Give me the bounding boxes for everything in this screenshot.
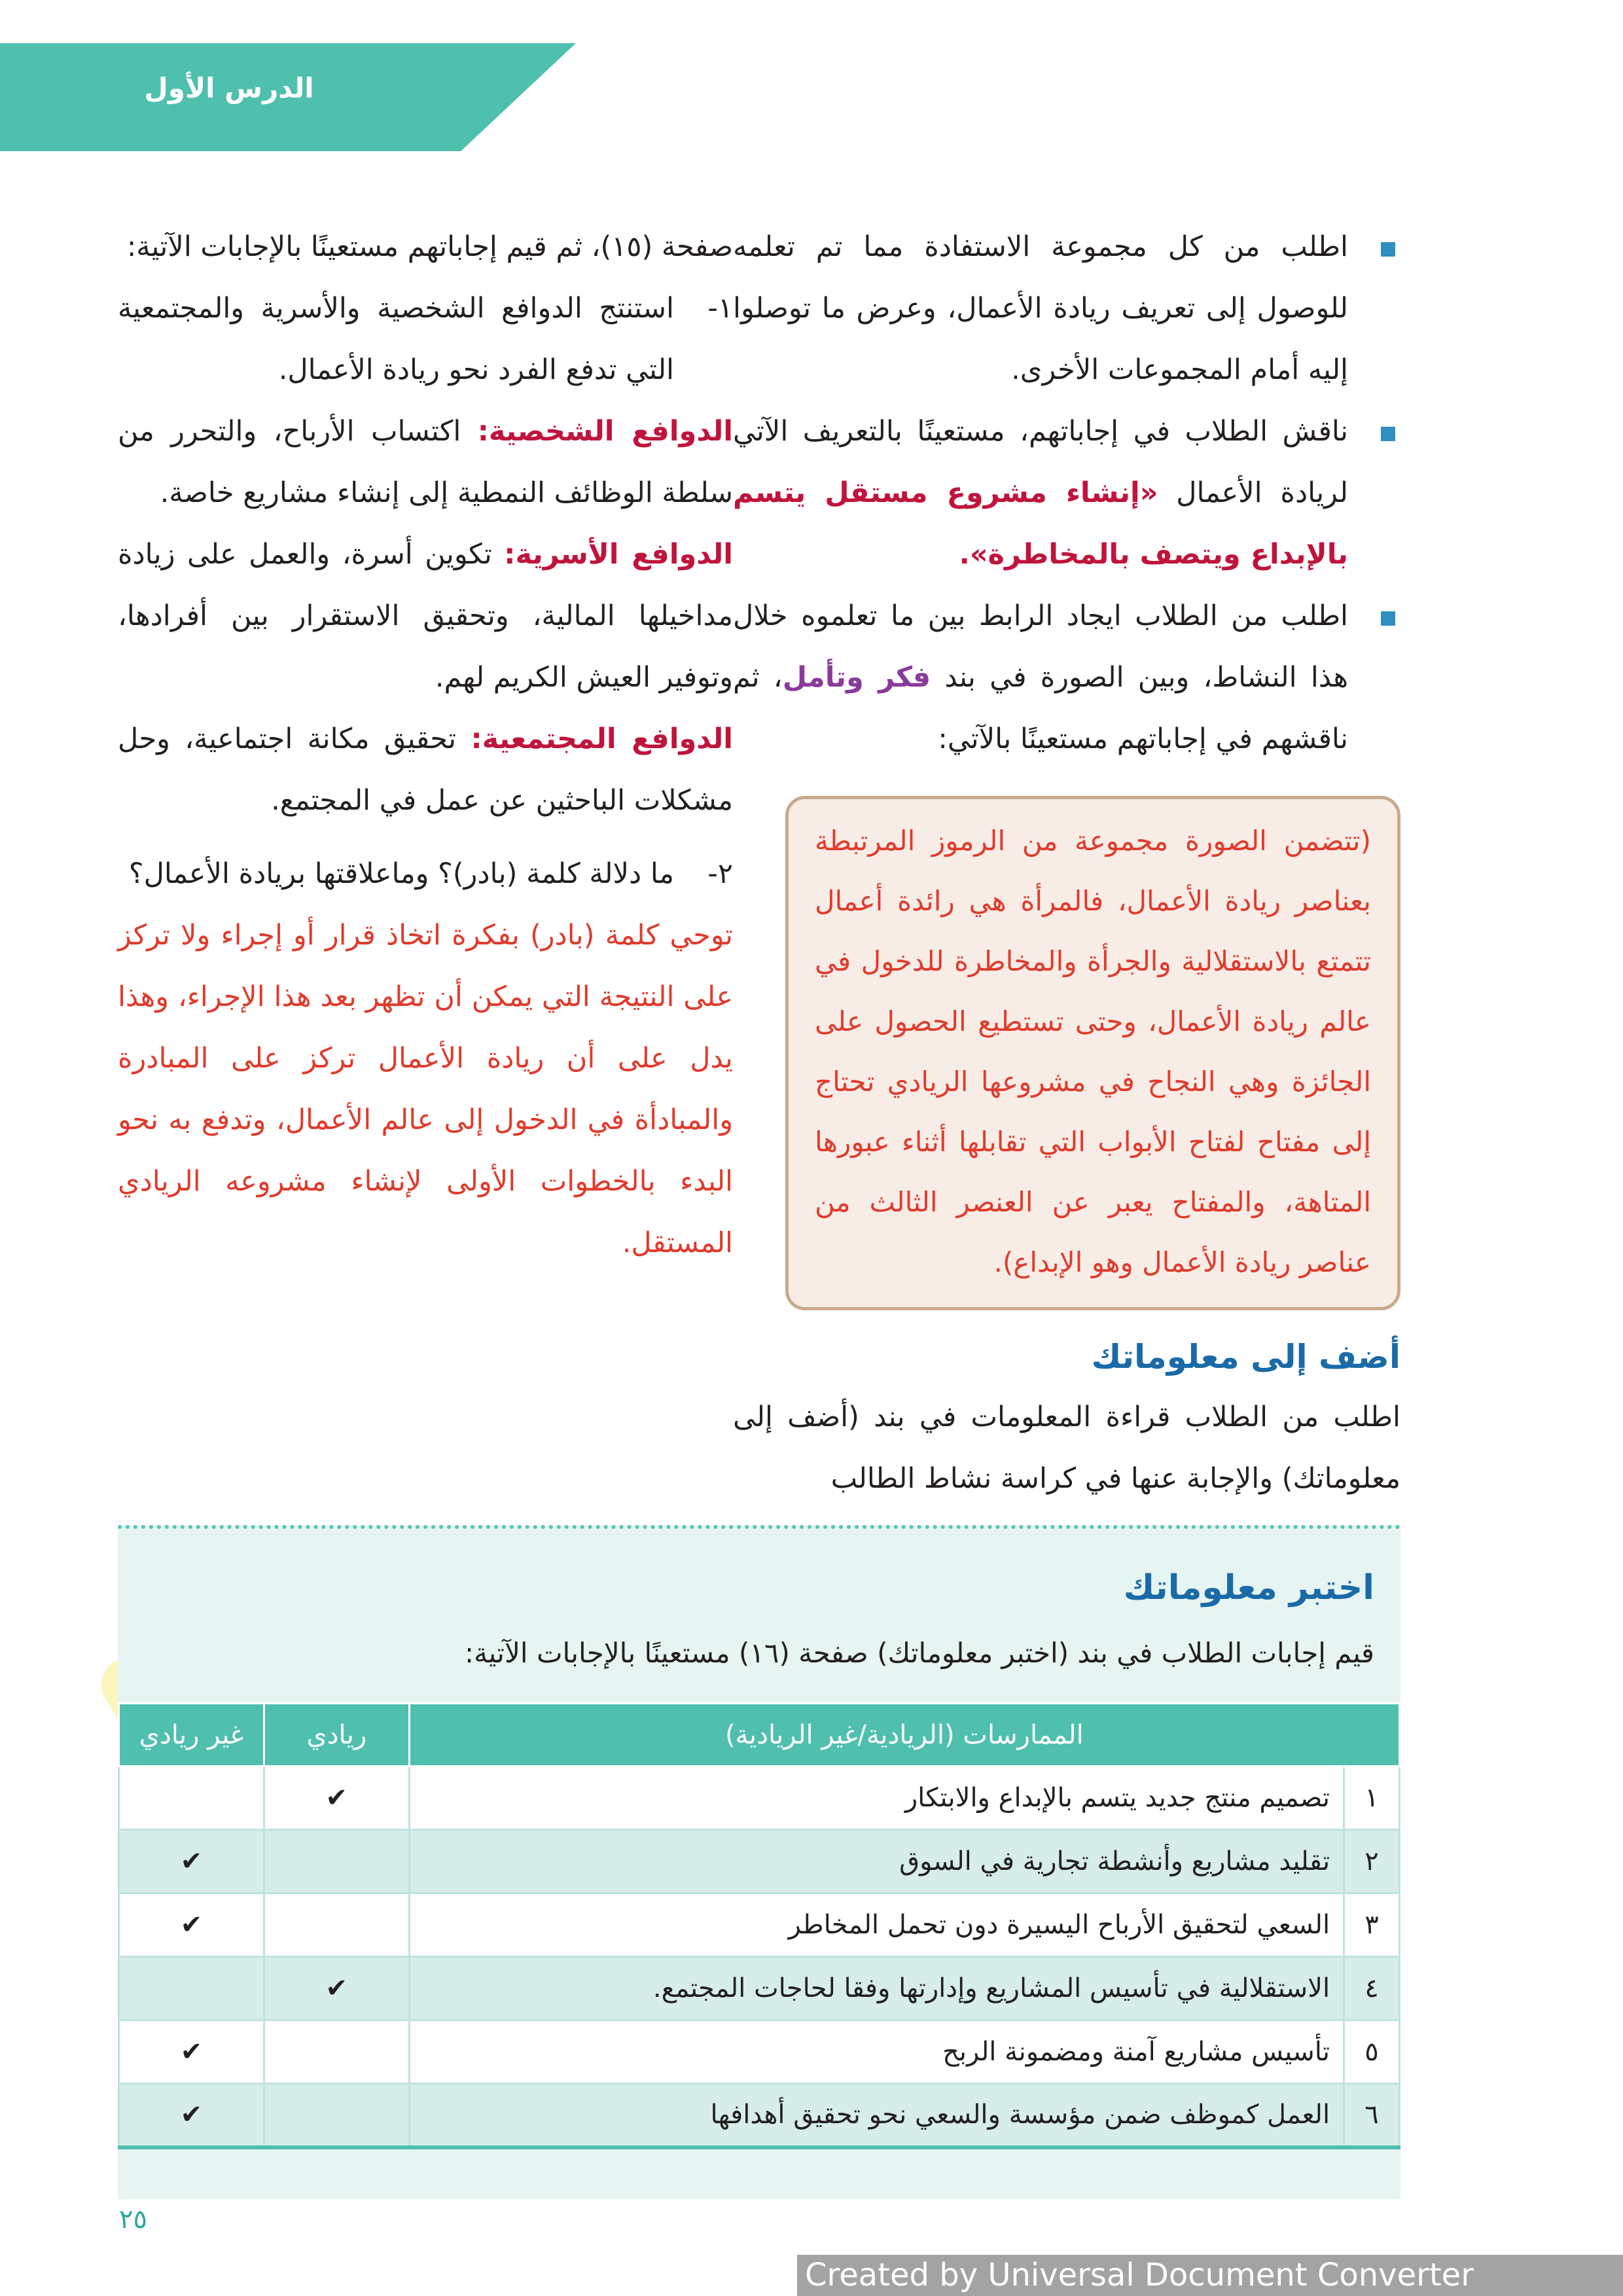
practices-table (118, 1702, 1400, 2149)
social-motives (118, 708, 733, 831)
table-row (119, 1767, 1400, 1830)
add-to-info-heading: أضف إلى معلوماتك (1091, 1338, 1400, 1376)
non-entrepreneurial-check: ✔ (119, 2020, 264, 2084)
test-intro: قيم إجابات الطلاب في بند (اختبر معلوماتك) صفحة (١٦) مستعينًا بالإجابات الآتية: (464, 1637, 1374, 1669)
personal-motives-label: الدوافع الشخصية: (477, 415, 733, 448)
question-2-answer: توحي كلمة (بادر) بفكرة اتخاذ قرار أو إجراء ولا تركز على النتيجة التي يمكن أن تظهر بعد هذا الإجراء، وهذا يدل على أن ريادة الأعمال تركز على المبادرة والمبادأة في الدخول إلى عالم الأعمال، وتدفع به نحو البدء بالخطوات الأولى لإنشاء مشروعه الريادي المستقل. (118, 919, 733, 1259)
row-number: ٤ (1344, 1957, 1400, 2020)
entrepreneurial-check (264, 2084, 409, 2147)
entrepreneurial-check (264, 1893, 409, 1957)
column-header-practices: الممارسات (الريادية/غير الريادية) (409, 1704, 1399, 1767)
question-text: استنتج الدوافع الشخصية والأسرية والمجتمعية التي تدفع الفرد نحو ريادة الأعمال. (118, 292, 674, 386)
definition-text: «إنشاء مشروع مستقل يتسم بالإبداع ويتصف بالمخاطرة». (733, 476, 1348, 571)
table-row (119, 2020, 1400, 2084)
practice-text: العمل كموظف ضمن مؤسسة والسعي نحو تحقيق أهدافها (409, 2084, 1344, 2147)
left-intro: صفحة (١٥)، ثم قيم إجاباتهم مستعينًا بالإجابات الآتية: (126, 230, 733, 263)
practice-text: تقليد مشاريع وأنشطة تجارية في السوق (409, 1830, 1344, 1893)
table-header-row (119, 1704, 1400, 1767)
column-header-non-entrepreneurial: غير ريادي (119, 1704, 264, 1767)
row-number: ٦ (1344, 2084, 1400, 2147)
entrepreneurial-check (264, 2020, 409, 2084)
practice-text: تأسيس مشاريع آمنة ومضمونة الربح (409, 2020, 1344, 2084)
non-entrepreneurial-check (119, 1767, 264, 1830)
add-to-info-text: اطلب من الطلاب قراءة المعلومات في بند (أضف إلى معلوماتك) والإجابة عنها في كراسة نشاط الطالب (733, 1401, 1400, 1495)
question-2 (118, 843, 733, 905)
social-motives-label: الدوافع المجتمعية: (471, 723, 733, 755)
column-header-entrepreneurial: ريادي (264, 1704, 409, 1767)
bullet-text: ، ثم ناقشهم في إجاباتهم مستعينًا بالآتي: (733, 661, 1348, 755)
practice-text: تصميم منتج جديد يتسم بالإبداع والابتكار (409, 1767, 1344, 1830)
converter-banner: Created by Universal Document Converter (797, 2255, 1623, 2296)
bullet-item (733, 585, 1400, 770)
right-column (733, 216, 1400, 1509)
row-number: ٥ (1344, 2020, 1400, 2084)
info-box-text: (تتضمن الصورة مجموعة من الرموز المرتبطة بعناصر ريادة الأعمال، فالمرأة هي رائدة أعمال تتمتع بالاستقلالية والجرأة والمخاطرة للدخول في عالم ريادة الأعمال، وحتى تستطيع الحصول على الجائزة وهي النجاح في مشروعها الريادي تحتاج إلى مفتاح لفتاح الأبواب التي تقابلها أثناء عبورها المتاهة، والمفتاح يعبر عن العنصر الثالث من عناصر ريادة الأعمال وهو الإبداع). (815, 825, 1371, 1278)
question-1 (118, 278, 733, 401)
page-number: ٢٥ (119, 2204, 147, 2234)
family-motives (118, 524, 733, 708)
image-explanation-box (785, 796, 1400, 1310)
row-number: ٢ (1344, 1830, 1400, 1893)
left-column (118, 216, 733, 1274)
non-entrepreneurial-check: ✔ (119, 1830, 264, 1893)
table-row (119, 1893, 1400, 1957)
practice-text: الاستقلالية في تأسيس المشاريع وإدارتها وفقا لحاجات المجتمع. (409, 1957, 1344, 2020)
non-entrepreneurial-check: ✔ (119, 2084, 264, 2147)
social-motives-text: تحقيق مكانة اجتماعية، وحل مشكلات الباحثين عن عمل في المجتمع. (118, 723, 733, 817)
bullet-text: اطلب من الطلاب ايجاد الرابط بين ما تعلموه خلال هذا النشاط، وبين الصورة في بند (733, 600, 1349, 694)
non-entrepreneurial-check: ✔ (119, 1893, 264, 1957)
non-entrepreneurial-check (119, 1957, 264, 2020)
test-heading: اختبر معلوماتك (1123, 1568, 1374, 1607)
question-number: ١- (707, 292, 733, 325)
personal-motives-text: اكتساب الأرباح، والتحرر من سلطة الوظائف النمطية إلى إنشاء مشاريع خاصة. (118, 415, 733, 509)
row-number: ٣ (1344, 1893, 1400, 1957)
practice-text: السعي لتحقيق الأرباح اليسيرة دون تحمل المخاطر (409, 1893, 1344, 1957)
question-number: ٢- (707, 857, 733, 890)
test-knowledge-section (118, 1525, 1400, 2199)
lesson-title: الدرس الأول (144, 72, 314, 104)
row-number: ١ (1344, 1767, 1400, 1830)
table-row (119, 1957, 1400, 2020)
personal-motives (118, 401, 733, 524)
question-text: ما دلالة كلمة (بادر)؟ وماعلاقتها بريادة الأعمال؟ (128, 857, 674, 890)
entrepreneurial-check: ✔ (264, 1767, 409, 1830)
term-think-reflect: فكر وتأمل (782, 661, 931, 694)
table-row (119, 2084, 1400, 2147)
bullet-item (733, 401, 1400, 585)
table-row (119, 1830, 1400, 1893)
entrepreneurial-check (264, 1830, 409, 1893)
bullet-item: اطلب من كل مجموعة الاستفادة مما تم تعلمه للوصول إلى تعريف ريادة الأعمال، وعرض ما توصلوا إليه أمام المجموعات الأخرى. (733, 216, 1400, 401)
family-motives-text: تكوين أسرة، والعمل على زيادة مداخيلها المالية، وتحقيق الاستقرار بين أفرادها، وتوفير العيش الكريم لهم. (118, 538, 733, 694)
bullet-text: ناقش الطلاب في إجاباتهم، مستعينًا بالتعريف الآتي لريادة الأعمال (733, 415, 1348, 509)
entrepreneurial-check: ✔ (264, 1957, 409, 2020)
family-motives-label: الدوافع الأسرية: (504, 538, 733, 571)
